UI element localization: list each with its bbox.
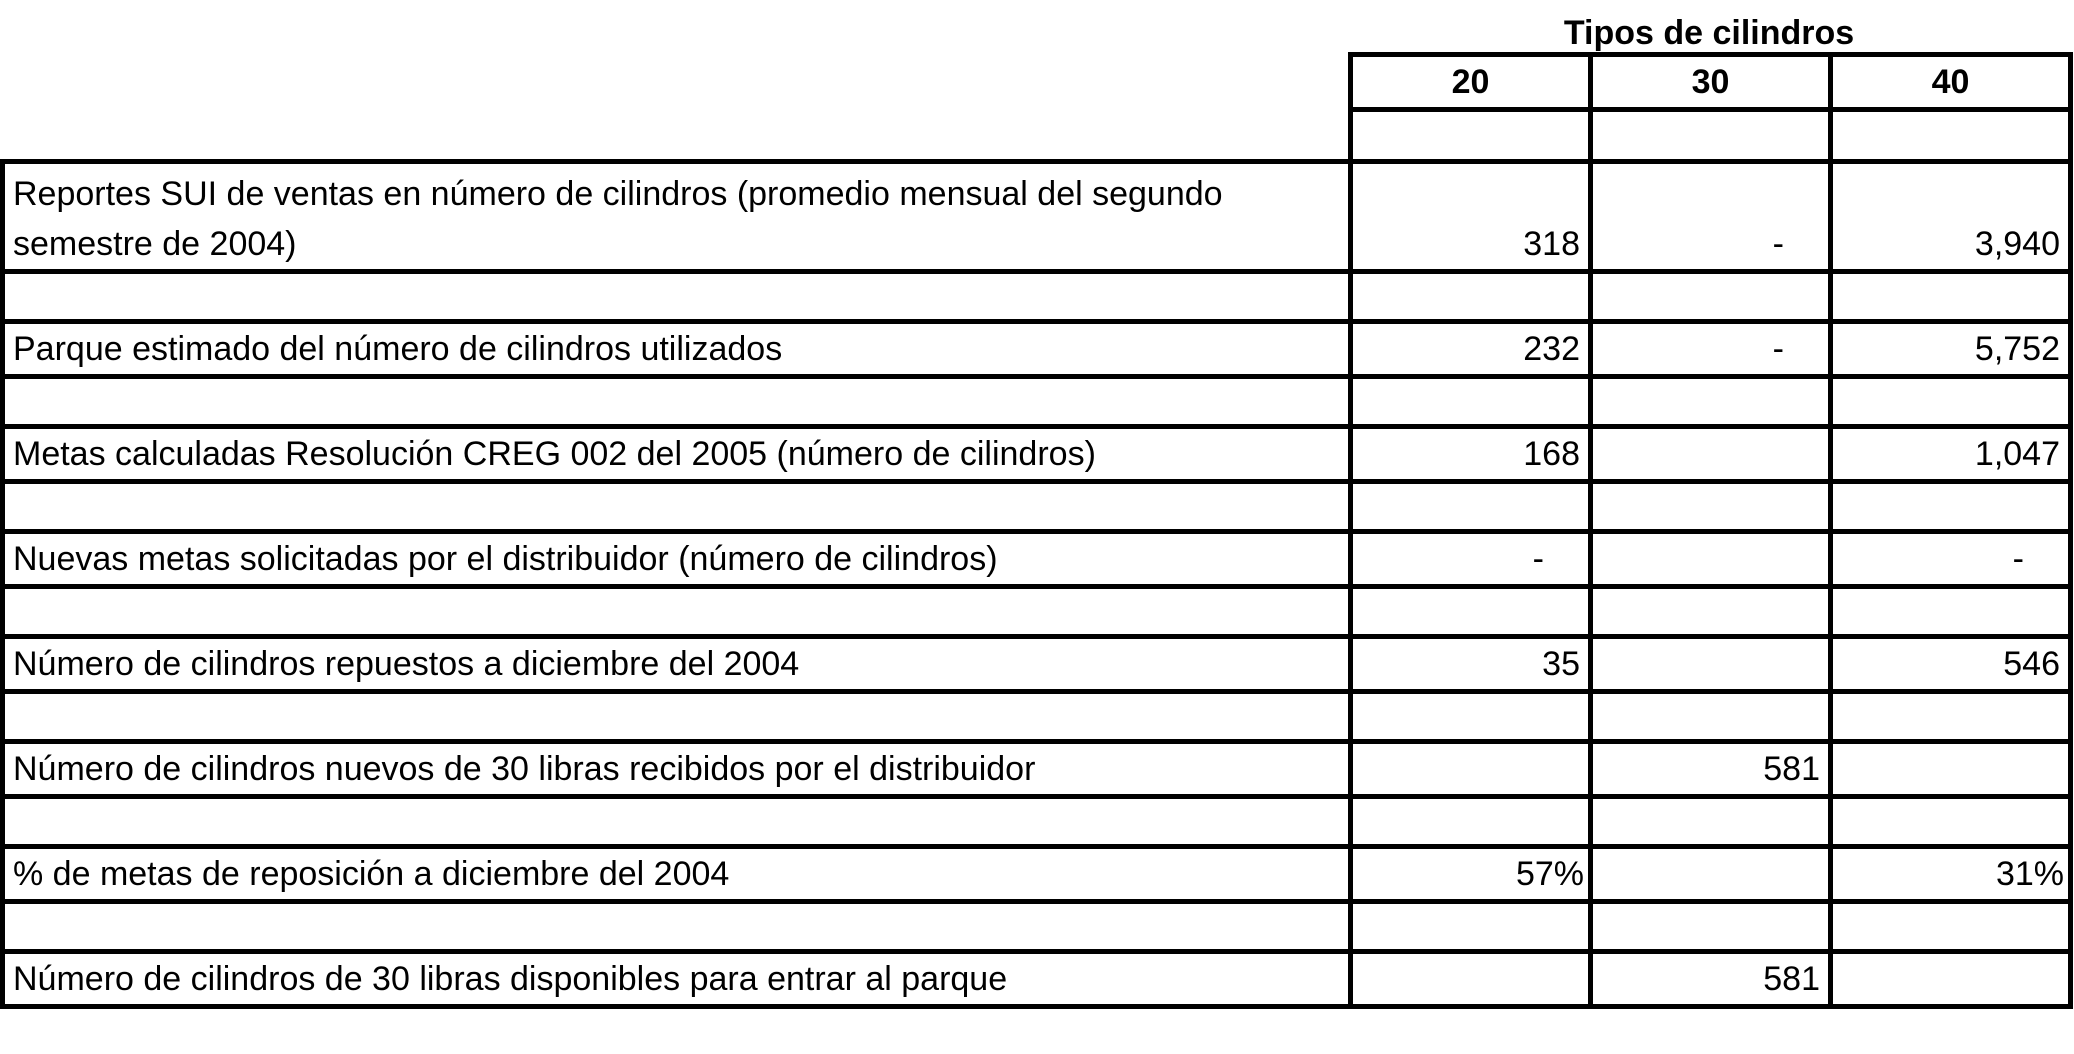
gap-cell — [3, 692, 1351, 742]
gap-cell — [3, 797, 1351, 847]
table-row — [3, 322, 2071, 377]
gap-cell — [1351, 587, 1591, 637]
cell-30 — [1591, 427, 1831, 482]
column-group-title: Tipos de cilindros — [1563, 14, 1855, 52]
cell-30 — [1591, 637, 1831, 692]
header-blank-cell — [3, 55, 1351, 110]
gap-cell — [1831, 482, 2071, 532]
cylinder-goals-table — [0, 52, 2073, 1009]
cell-40: 3,940 — [1831, 162, 2071, 272]
gap-cell — [1591, 482, 1831, 532]
gap-cell — [1591, 377, 1831, 427]
cell-40 — [1831, 952, 2071, 1007]
cell-20 — [1351, 742, 1591, 797]
gap-cell — [3, 902, 1351, 952]
row-label: Nuevas metas solicitadas por el distribuidor (número de cilindros) — [3, 532, 1351, 587]
gap-row — [3, 902, 2071, 952]
gap-cell — [3, 377, 1351, 427]
column-header-40: 40 — [1831, 55, 2071, 110]
gap-cell — [1351, 692, 1591, 742]
row-label: Número de cilindros de 30 libras disponibles para entrar al parque — [3, 952, 1351, 1007]
gap-cell — [3, 482, 1351, 532]
header-row — [3, 55, 2071, 110]
cell-20: - — [1351, 532, 1591, 587]
column-header-30: 30 — [1591, 55, 1831, 110]
spacer-cell — [3, 110, 1351, 162]
gap-row — [3, 377, 2071, 427]
cell-40: 31% — [1831, 847, 2071, 902]
gap-row — [3, 797, 2071, 847]
header-spacer-row — [3, 110, 2071, 162]
table-row — [3, 952, 2071, 1007]
cell-30: - — [1591, 322, 1831, 377]
cell-30: 581 — [1591, 952, 1831, 1007]
cell-40: 546 — [1831, 637, 2071, 692]
table-row — [3, 742, 2071, 797]
gap-cell — [1351, 482, 1591, 532]
cell-30 — [1591, 847, 1831, 902]
table-row — [3, 427, 2071, 482]
gap-cell — [1351, 377, 1591, 427]
spacer-cell — [1831, 110, 2071, 162]
table-row — [3, 847, 2071, 902]
cell-40 — [1831, 742, 2071, 797]
gap-cell — [1831, 377, 2071, 427]
table-row — [3, 637, 2071, 692]
cell-20 — [1351, 952, 1591, 1007]
cell-20: 318 — [1351, 162, 1591, 272]
gap-cell — [1831, 272, 2071, 322]
row-label: Número de cilindros repuestos a diciembre del 2004 — [3, 637, 1351, 692]
gap-row — [3, 587, 2071, 637]
cell-40: - — [1831, 532, 2071, 587]
gap-cell — [1591, 797, 1831, 847]
column-header-20: 20 — [1351, 55, 1591, 110]
row-label: Reportes SUI de ventas en número de cilindros (promedio mensual del segundo semestre de 2004) — [3, 162, 1351, 272]
row-label: Parque estimado del número de cilindros utilizados — [3, 322, 1351, 377]
row-label: % de metas de reposición a diciembre del 2004 — [3, 847, 1351, 902]
row-label: Número de cilindros nuevos de 30 libras recibidos por el distribuidor — [3, 742, 1351, 797]
gap-row — [3, 482, 2071, 532]
gap-cell — [1351, 902, 1591, 952]
gap-cell — [1351, 797, 1591, 847]
gap-cell — [1831, 902, 2071, 952]
cell-20: 232 — [1351, 322, 1591, 377]
cell-40: 5,752 — [1831, 322, 2071, 377]
gap-cell — [3, 272, 1351, 322]
gap-cell — [1591, 902, 1831, 952]
cell-20: 35 — [1351, 637, 1591, 692]
gap-cell — [1591, 692, 1831, 742]
cell-40: 1,047 — [1831, 427, 2071, 482]
cell-30: - — [1591, 162, 1831, 272]
spacer-cell — [1351, 110, 1591, 162]
cell-30 — [1591, 532, 1831, 587]
gap-cell — [1831, 797, 2071, 847]
table-row — [3, 162, 2071, 272]
gap-cell — [1351, 272, 1591, 322]
row-label: Metas calculadas Resolución CREG 002 del 2005 (número de cilindros) — [3, 427, 1351, 482]
cell-30: 581 — [1591, 742, 1831, 797]
gap-row — [3, 692, 2071, 742]
cell-20: 57% — [1351, 847, 1591, 902]
spacer-cell — [1591, 110, 1831, 162]
gap-cell — [1591, 272, 1831, 322]
gap-cell — [1831, 587, 2071, 637]
gap-cell — [3, 587, 1351, 637]
gap-cell — [1831, 692, 2071, 742]
cell-20: 168 — [1351, 427, 1591, 482]
gap-cell — [1591, 587, 1831, 637]
table-row — [3, 532, 2071, 587]
gap-row — [3, 272, 2071, 322]
